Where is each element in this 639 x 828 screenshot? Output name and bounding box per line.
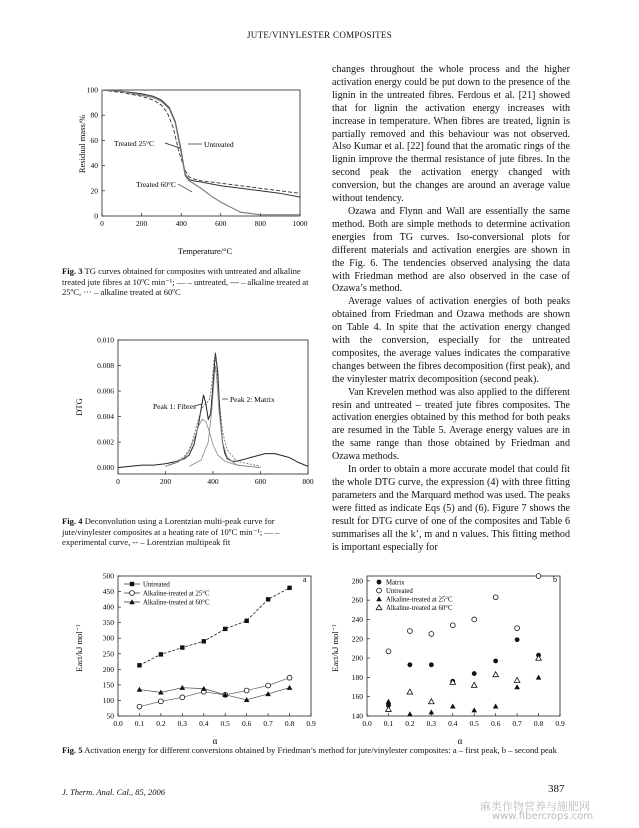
fig5a-point bbox=[180, 685, 186, 690]
fig5b-xtick-label: 0.8 bbox=[533, 719, 544, 728]
fig3-ytick-label: 20 bbox=[90, 186, 98, 196]
fig4-ytick-label: 0.002 bbox=[97, 437, 114, 447]
fig4-caption-label: Fig. 4 bbox=[62, 516, 83, 526]
fig5a-legend bbox=[124, 582, 210, 607]
fig5b-point bbox=[429, 709, 435, 714]
fig3-xlabel: Temperature/°C bbox=[177, 246, 233, 256]
fig5a-point bbox=[159, 652, 163, 656]
fig5a-point bbox=[287, 685, 293, 690]
fig5a-xtick-label: 0.2 bbox=[156, 719, 166, 728]
fig5b-point bbox=[536, 574, 541, 579]
fig5a-point bbox=[158, 699, 163, 704]
fig5b-panel-label: b bbox=[553, 575, 557, 584]
fig5a-xtick-label: 0.8 bbox=[284, 719, 295, 728]
fig5a-point bbox=[180, 695, 185, 700]
fig5a-xtick-label: 0.4 bbox=[199, 719, 209, 728]
fig4-frame bbox=[118, 340, 308, 474]
fig5a-ytick-label: 200 bbox=[102, 664, 114, 674]
fig4-fit-peak1 bbox=[166, 419, 261, 467]
body-paragraph-5: In order to obtain a more accurate model that could fit the whole DTG curve, the expression (4) with three fitting parameters and the Marquard method was used. The peaks were fitted as indicate Eqs (5) and (6). Figure 7 shows the result for DTG curve of one of the composites and Table 6 summarises all the k’, m and n values. This fitting method is important especially for bbox=[332, 464, 570, 553]
fig5a-ytick-label: 450 bbox=[102, 587, 114, 597]
fig5a-xtick-label: 0.3 bbox=[177, 719, 188, 728]
fig3-arrow-60 bbox=[178, 184, 192, 192]
fig5b-point bbox=[429, 632, 434, 637]
fig3-xtick-label: 400 bbox=[175, 219, 187, 228]
running-header: JUTE/VINYLESTER COMPOSITES bbox=[246, 30, 393, 40]
fig5b-ytick-label: 240 bbox=[351, 614, 363, 624]
fig5a-point bbox=[137, 687, 143, 692]
fig5a-point bbox=[266, 683, 271, 688]
fig5b-point bbox=[429, 662, 434, 667]
fig5b-legend-marker bbox=[376, 596, 382, 601]
fig5b-ytick-label: 280 bbox=[351, 576, 363, 586]
fig5b-legend-label: Matrix bbox=[386, 579, 405, 587]
fig5-caption-label: Fig. 5 bbox=[62, 745, 83, 755]
fig3-xtick-label: 800 bbox=[254, 219, 267, 228]
fig5b-point bbox=[450, 623, 455, 628]
fig3-ytick-label: 60 bbox=[90, 135, 98, 145]
fig5b-point bbox=[493, 672, 499, 677]
fig5a-xtick-label: 0.1 bbox=[134, 719, 145, 728]
page-number: 387 bbox=[548, 783, 565, 795]
fig5b-legend-marker bbox=[377, 580, 382, 585]
fig5a-point bbox=[287, 586, 291, 590]
fig5b-point bbox=[471, 707, 477, 712]
fig5b-legend bbox=[376, 580, 453, 613]
fig5b-point bbox=[450, 704, 456, 709]
fig5a-ytick-label: 300 bbox=[102, 633, 114, 643]
fig3-series-treated-60-c bbox=[102, 90, 300, 215]
fig5b-xtick-label: 0.2 bbox=[405, 719, 415, 728]
fig5b-ytick-label: 160 bbox=[351, 692, 363, 702]
fig5b-ytick-label: 180 bbox=[351, 672, 363, 682]
fig5b-legend-marker bbox=[376, 605, 382, 610]
fig4-ytick-label: 0.008 bbox=[97, 361, 114, 371]
body-paragraph-4: Van Krevelen method was also applied to the different resin and untreated – treated jute fibres composites. The activation energies obtained by this method for both peaks are resumed in the Table 5. Average energy values are in the same range than those obtained by Friedman and Ozawa methods. bbox=[332, 386, 570, 463]
fig5a-point bbox=[180, 645, 184, 649]
fig3-annot-untreated: Untreated bbox=[204, 140, 234, 149]
fig5a-ytick-label: 500 bbox=[102, 571, 114, 581]
fig5b-point bbox=[493, 595, 498, 600]
fig5a-legend-marker bbox=[130, 582, 134, 586]
fig5b-point bbox=[515, 637, 520, 642]
fig5a-point bbox=[223, 627, 227, 631]
body-text-column bbox=[332, 64, 570, 554]
fig5b-point bbox=[386, 706, 392, 711]
fig5a-legend-label: Alkaline-treated at 25°C bbox=[143, 590, 210, 598]
fig5b-ytick-label: 140 bbox=[351, 711, 363, 721]
watermark-chinese: 麻类作物营养与施肥网 bbox=[480, 800, 590, 813]
fig4-ytick-label: 0.006 bbox=[97, 386, 114, 396]
fig5b-chart bbox=[326, 568, 574, 746]
fig5b-point bbox=[493, 659, 498, 664]
fig5a-legend-marker bbox=[130, 591, 135, 596]
fig5b-legend-label: Untreated bbox=[386, 588, 413, 595]
fig5a-point bbox=[137, 704, 142, 709]
fig3-xtick-label: 0 bbox=[100, 219, 104, 228]
fig5a-ylabel: Eact/kJ mol⁻¹ bbox=[74, 624, 84, 672]
fig3-frame bbox=[102, 90, 300, 216]
fig5a-ytick-label: 150 bbox=[102, 680, 114, 690]
fig5a-ytick-label: 100 bbox=[102, 695, 114, 705]
fig5b-point bbox=[472, 671, 477, 676]
fig4-xtick-label: 400 bbox=[207, 477, 219, 486]
fig5b-point bbox=[536, 675, 542, 680]
fig5a-xtick-label: 0.9 bbox=[306, 719, 316, 728]
fig4-ylabel: DTG bbox=[74, 398, 84, 416]
fig4-xtick-label: 600 bbox=[254, 477, 267, 486]
fig5b-legend-label: Alkaline-treated at 25°C bbox=[386, 596, 453, 604]
fig5a-xlabel: α bbox=[212, 736, 218, 746]
body-paragraph-3: Average values of activation energies of both peaks obtained from Friedman and Ozawa methods are shown on Table 4. In spite that the activation energy changed with the conversion, especially for the untreated composites, the average values indicates the comparative changes between the fibres decomposition (first peak), and the vinylester matrix decomposition (second peak). bbox=[332, 296, 570, 385]
fig3-xtick-label: 1000 bbox=[292, 219, 308, 228]
fig5b-point bbox=[407, 629, 412, 634]
fig5b-ytick-label: 220 bbox=[351, 634, 363, 644]
fig5a-xtick-label: 0.6 bbox=[241, 719, 252, 728]
fig5b-xtick-label: 0.5 bbox=[469, 719, 479, 728]
fig5b-point bbox=[429, 699, 435, 704]
fig3-annot-treated60: Treated 60°C bbox=[136, 180, 177, 189]
fig5a-xtick-label: 0.7 bbox=[263, 719, 273, 728]
fig5a-point bbox=[137, 663, 141, 667]
fig4-caption-text: Deconvolution using a Lorentzian multi-peak curve for jute/vinylester composites at a heating rate of 10ºC min⁻¹; — – experimental curve, -- – Lorentzian multipeak fit bbox=[62, 516, 280, 548]
fig5b-ytick-label: 200 bbox=[351, 653, 363, 663]
fig3-ylabel: Residual mass/% bbox=[77, 114, 87, 174]
fig4-ytick-label: 0.010 bbox=[97, 335, 114, 345]
journal-citation: J. Therm. Anal. Cal., 85, 2006 bbox=[62, 787, 166, 797]
fig5a-ytick-label: 350 bbox=[102, 618, 114, 628]
fig5a-panel-label: a bbox=[303, 575, 307, 584]
fig5b-point bbox=[407, 662, 412, 667]
fig5b-xtick-label: 0.1 bbox=[383, 719, 394, 728]
fig3-ytick-label: 100 bbox=[86, 85, 98, 95]
fig5a-point bbox=[244, 688, 249, 693]
fig4-xtick-label: 0 bbox=[116, 477, 120, 486]
fig5a-ytick-label: 400 bbox=[102, 602, 114, 612]
fig4-experimental-curve bbox=[118, 353, 308, 468]
fig5b-xtick-label: 0.9 bbox=[555, 719, 565, 728]
fig4-caption bbox=[62, 516, 312, 548]
fig5b-ylabel: Eact/kJ mol⁻¹ bbox=[330, 624, 340, 672]
fig3-caption-label: Fig. 3 bbox=[62, 266, 83, 276]
watermark-url: www.fibercrops.com bbox=[492, 811, 594, 822]
fig5b-point bbox=[472, 617, 477, 622]
fig5a-point bbox=[266, 597, 270, 601]
fig4-ytick-label: 0.000 bbox=[97, 463, 114, 473]
fig5b-legend-label: Alkaline-treated at 60°C bbox=[386, 605, 453, 612]
fig3-ytick-label: 0 bbox=[94, 211, 98, 221]
fig5b-xlabel: α bbox=[457, 736, 463, 746]
fig5-caption-text: Activation energy for different conversions obtained by Friedman’s method for jute/vinylester composites: a – first peak, b – second peak bbox=[84, 745, 557, 755]
fig5a-xtick-label: 0.0 bbox=[113, 719, 123, 728]
fig3-tg-chart bbox=[70, 82, 320, 262]
body-paragraph-2: Ozawa and Flynn and Wall are essentially the same method. Both are simple methods to determine activation energies from TG curves. Iso-conversional plots for different materials and activation energies are shown in the Fig. 6. The tendencies observed analysing the data with Friedman method are also observed in the case of Ozawa’s method. bbox=[332, 205, 570, 295]
fig5b-point bbox=[514, 677, 520, 682]
fig4-annot-peak1: Peak 1: Fibres bbox=[153, 402, 196, 411]
fig4-annot-peak2: Peak 2: Matrix bbox=[230, 395, 275, 404]
fig3-xtick-label: 200 bbox=[135, 219, 148, 228]
fig3-ytick-label: 40 bbox=[90, 161, 98, 171]
fig5b-xtick-label: 0.6 bbox=[490, 719, 501, 728]
fig3-xtick-label: 600 bbox=[215, 219, 227, 228]
fig5b-xtick-label: 0.4 bbox=[448, 719, 458, 728]
fig5a-point bbox=[202, 639, 206, 643]
fig5b-point bbox=[407, 689, 413, 694]
body-paragraph-1: changes throughout the whole process and the higher activation energy could be put down to the presence of the lignin in the untreated fibres. Ferdous et al. [21] showed that for lignin the activation energy increases with increase in temperature. When fibres are treated, lignin is partially removed and this behaviour was not observed. Also Kumar et al. [22] found that the aromatic rings of the lignin improve the thermal resistance of jute fibres. In the second peak the activation energy changed with conversion, but the changes are around an average value without tendency. bbox=[332, 64, 570, 205]
fig3-ytick-label: 80 bbox=[90, 110, 98, 120]
fig5a-legend-label: Alkaline-treated at 60°C bbox=[143, 599, 210, 607]
fig5a-chart bbox=[70, 568, 320, 746]
fig5b-xtick-label: 0.3 bbox=[426, 719, 437, 728]
fig5a-ytick-label: 50 bbox=[106, 711, 114, 721]
fig3-annot-treated25: Treated 25°C bbox=[114, 139, 155, 148]
fig4-ytick-label: 0.004 bbox=[97, 412, 114, 422]
fig5b-xtick-label: 0.0 bbox=[362, 719, 372, 728]
fig5-caption bbox=[62, 745, 572, 756]
fig3-arrow-25 bbox=[165, 143, 180, 148]
fig5b-point bbox=[386, 699, 392, 704]
fig5a-point bbox=[287, 675, 292, 680]
fig3-caption bbox=[62, 266, 310, 298]
fig4-dtg-chart bbox=[70, 332, 320, 500]
fig3-caption-text: TG curves obtained for composites with untreated and alkaline treated jute fibres at 10ºC min⁻¹; — – untreated, --- – alkaline treated at 25ºC, ··· – alkaline treated at 60ºC bbox=[62, 266, 309, 298]
fig5a-point bbox=[244, 619, 248, 623]
fig5b-point bbox=[471, 682, 477, 687]
fig5a-legend-label: Untreated bbox=[143, 581, 170, 589]
fig4-xtick-label: 200 bbox=[159, 477, 172, 486]
fig5b-point bbox=[386, 649, 391, 654]
fig5b-point bbox=[493, 704, 499, 709]
fig5b-xtick-label: 0.7 bbox=[512, 719, 522, 728]
fig5b-point bbox=[514, 684, 520, 689]
fig5b-point bbox=[515, 626, 520, 631]
fig5a-xtick-label: 0.5 bbox=[220, 719, 230, 728]
fig4-xtick-label: 800 bbox=[302, 477, 314, 486]
fig5a-ytick-label: 250 bbox=[102, 649, 114, 659]
fig5b-legend-marker bbox=[377, 588, 382, 593]
fig5b-ytick-label: 260 bbox=[351, 595, 363, 605]
fig5b-point bbox=[407, 711, 413, 716]
